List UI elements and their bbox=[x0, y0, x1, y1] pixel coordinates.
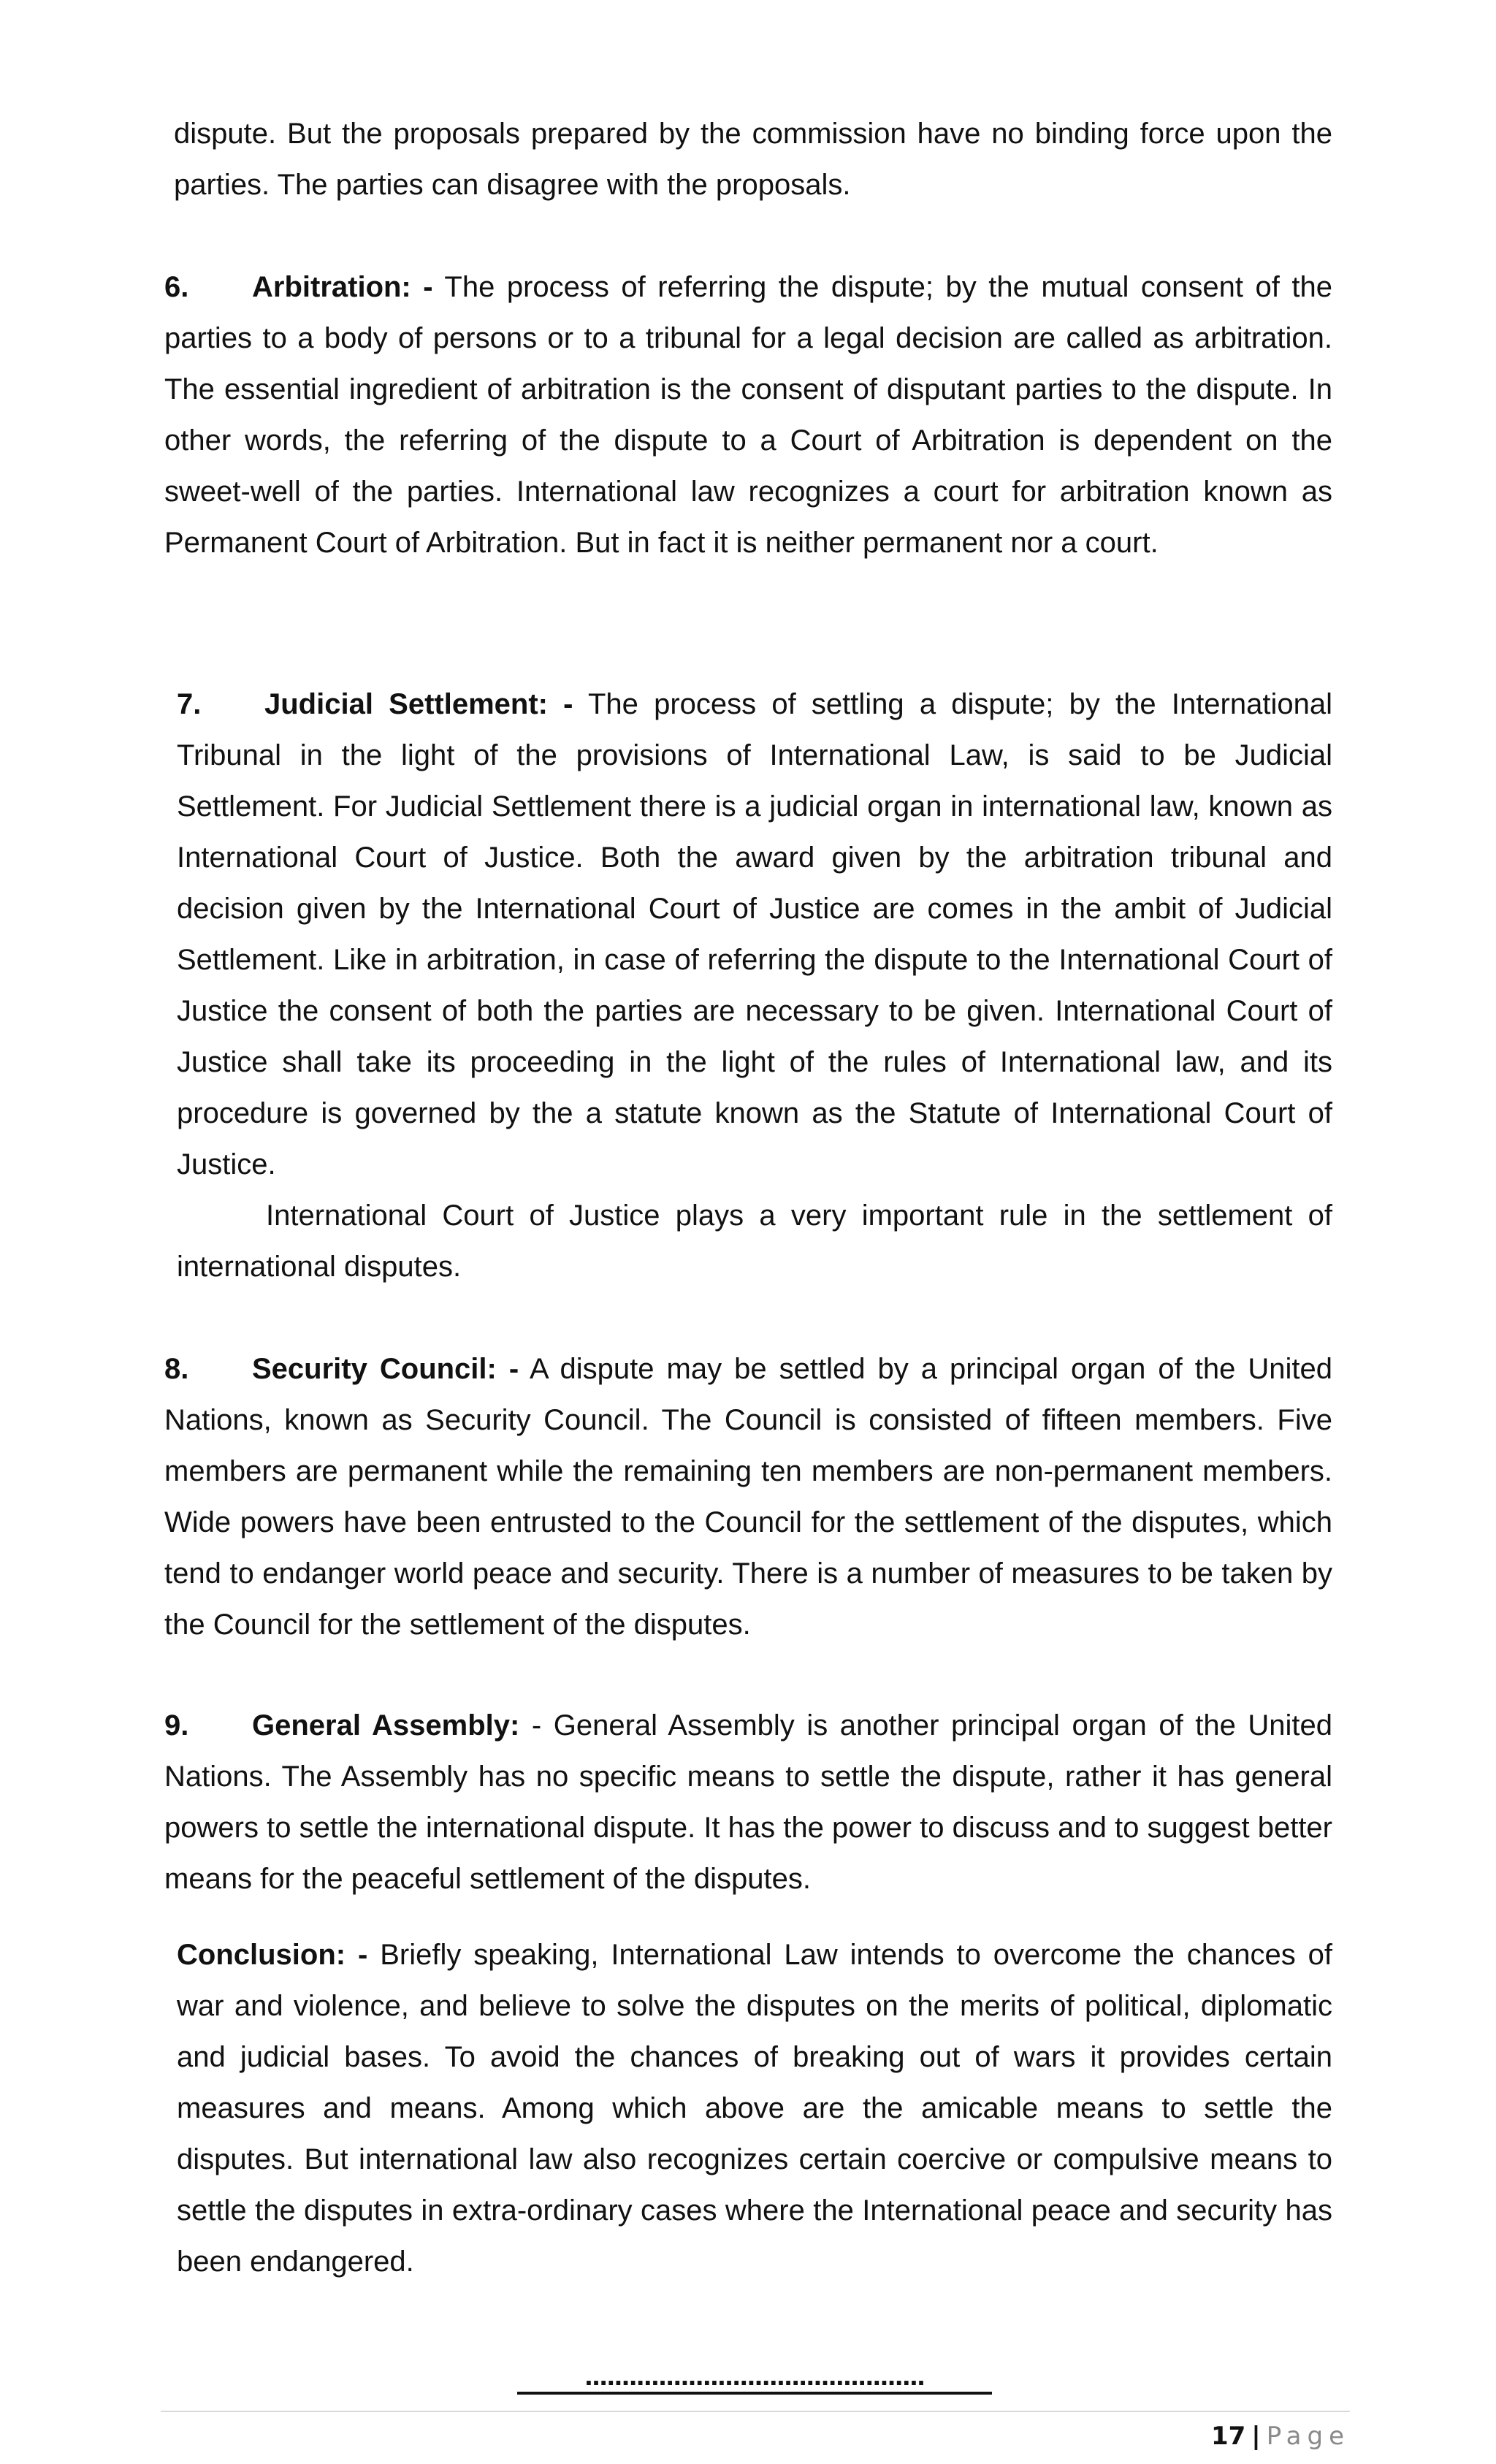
intro-text: dispute. But the proposals prepared by the commission have no binding force upon the parties. The parties can disagree with the proposals. bbox=[174, 118, 1332, 201]
section-heading: Conclusion: - bbox=[177, 1939, 368, 1971]
section-text: The process of referring the dispute; by the mutual consent of the parties to a body of persons or to a tribunal for a legal decision are called as arbitration. The essential ingredient of arbitration is the consent of disputant parties to the dispute. In other words, the referring of the dispute to a Court of Arbitration is dependent on the sweet-well of the parties. International law recognizes a court for arbitration known as Permanent Court of Arbitration. But in fact it is neither permanent nor a court. bbox=[164, 271, 1332, 559]
footer-separator: | bbox=[1251, 2422, 1261, 2451]
section-number: 9. bbox=[164, 1709, 189, 1742]
section-security-council bbox=[164, 1343, 1332, 1650]
section-arbitration bbox=[164, 262, 1332, 568]
section-judicial-settlement bbox=[177, 679, 1332, 1292]
page-footer bbox=[1211, 2418, 1350, 2455]
section-number: 7. bbox=[177, 688, 202, 720]
end-divider: .............................................. bbox=[517, 2361, 992, 2395]
page-number: 17 bbox=[1210, 2422, 1246, 2451]
section-heading: General Assembly: bbox=[252, 1709, 520, 1742]
section-heading: Security Council: - bbox=[252, 1353, 519, 1385]
intro-paragraph bbox=[174, 108, 1332, 210]
section-heading: Judicial Settlement: - bbox=[264, 688, 573, 720]
section-text: - General Assembly is another principal organ of the United Nations. The Assembly has no specific means to settle the dispute, rather it has general powers to settle the international dispute. It has the power to discuss and to suggest better means for the peaceful settlement of the disputes. bbox=[164, 1709, 1333, 1895]
section-text-continued: International Court of Justice plays a very important rule in the settlement of international disputes. bbox=[177, 1199, 1332, 1283]
section-text: A dispute may be settled by a principal organ of the United Nations, known as Security Council. The Council is consisted of fifteen members. Five members are permanent while the remaining ten members are non-permanent members. Wide powers have been entrusted to the Council for the settlement of the disputes, which tend to endanger world peace and security. There is a number of measures to be taken by the Council for the settlement of the disputes. bbox=[164, 1353, 1332, 1641]
section-conclusion bbox=[177, 1929, 1332, 2287]
section-number: 8. bbox=[164, 1353, 189, 1385]
section-text: Briefly speaking, International Law intends to overcome the chances of war and violence, and believe to solve the disputes on the merits of political, diplomatic and judicial bases. To avoid the chances of breaking out of wars it provides certain measures and means. Among which above are the amicable means to settle the disputes. But international law also recognizes certain coercive or compulsive means to settle the disputes in extra-ordinary cases where the International peace and security has been endangered. bbox=[177, 1939, 1333, 2278]
section-number: 6. bbox=[164, 271, 189, 303]
footer-rule bbox=[161, 2411, 1350, 2412]
section-heading: Arbitration: - bbox=[252, 271, 433, 303]
section-text: The process of settling a dispute; by the International Tribunal in the light of the provisions of International Law, is said to be Judicial Settlement. For Judicial Settlement there is a judicial organ in international law, known as International Court of Justice. Both the award given by the arbitration tribunal and decision given by the International Court of Justice are comes in the ambit of Judicial Settlement. Like in arbitration, in case of referring the dispute to the International Court of Justice the consent of both the parties are necessary to be given. International Court of Justice shall take its proceeding in the light of the rules of International law, and its procedure is governed by the a statute known as the Statute of International Court of Justice. bbox=[177, 688, 1332, 1180]
section-general-assembly bbox=[164, 1700, 1332, 1904]
page-label: Page bbox=[1266, 2422, 1350, 2451]
